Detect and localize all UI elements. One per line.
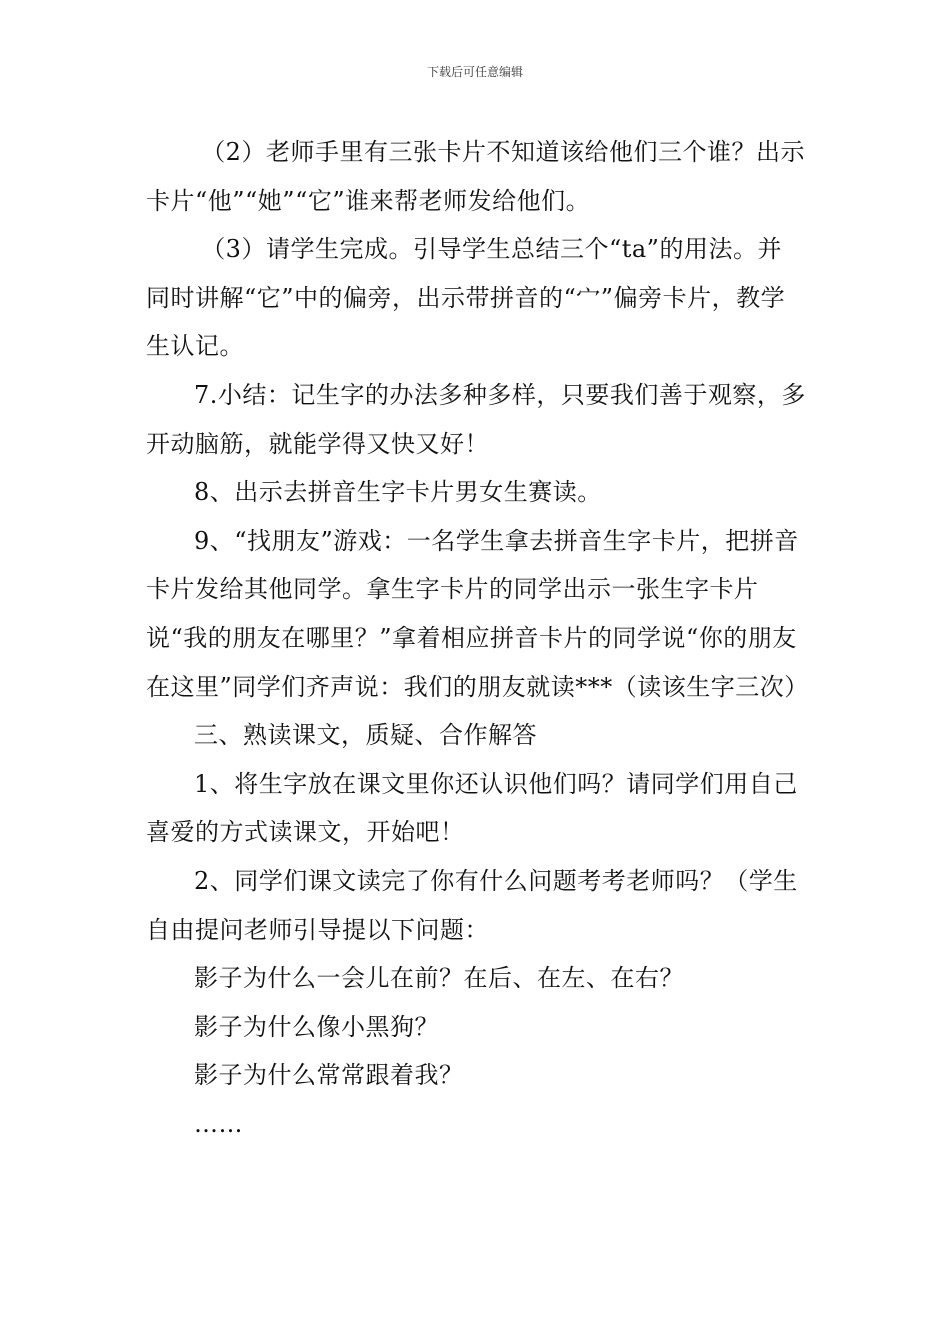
paragraph-card-distribution: （2）老师手里有三张卡片不知道该给他们三个谁？出示卡片“他”“她”“它”谁来帮老师发给他们。: [146, 138, 805, 215]
section-heading-three: 三、熟读课文，质疑、合作解答: [194, 721, 537, 750]
paragraph-ta-usage: （3）请学生完成。引导学生总结三个“ta”的用法。并同时讲解“它”中的偏旁，出示带拼音的“宀”偏旁卡片，教学生认记。: [146, 235, 786, 361]
question-item: 影子为什么常常跟着我？: [194, 1061, 464, 1090]
question-item: 影子为什么像小黑狗？: [194, 1012, 439, 1041]
ellipsis-line: ……: [194, 1109, 243, 1138]
paragraph-card-reading: 8、出示去拼音生字卡片男女生赛读。: [194, 478, 602, 507]
paragraph-questions: 2、同学们课文读完了你有什么问题考考老师吗？（学生自由提问老师引导提以下问题：: [146, 866, 798, 944]
paragraph-find-friends-game: 9、“找朋友”游戏：一名学生拿去拼音生字卡片，把拼音卡片发给其他同学。拿生字卡片的同学出示一张生字卡片说“我的朋友在哪里？”拿着相应拼音卡片的同学说“你的朋友在这里”同学们齐声说：我们的朋友就读***（读该生字三次）: [146, 526, 809, 701]
paragraph-summary: 7.小结：记生字的办法多种多样，只要我们善于观察，多开动脑筋，就能学得又快又好！: [146, 380, 806, 458]
paragraph-read-text: 1、将生字放在课文里你还认识他们吗？请同学们用自己喜爱的方式读课文，开始吧！: [146, 769, 798, 847]
question-item: 影子为什么一会儿在前？在后、在左、在右？: [194, 964, 684, 993]
page-header: 下载后可任意编辑: [426, 65, 523, 79]
document-body: [146, 128, 809, 1148]
